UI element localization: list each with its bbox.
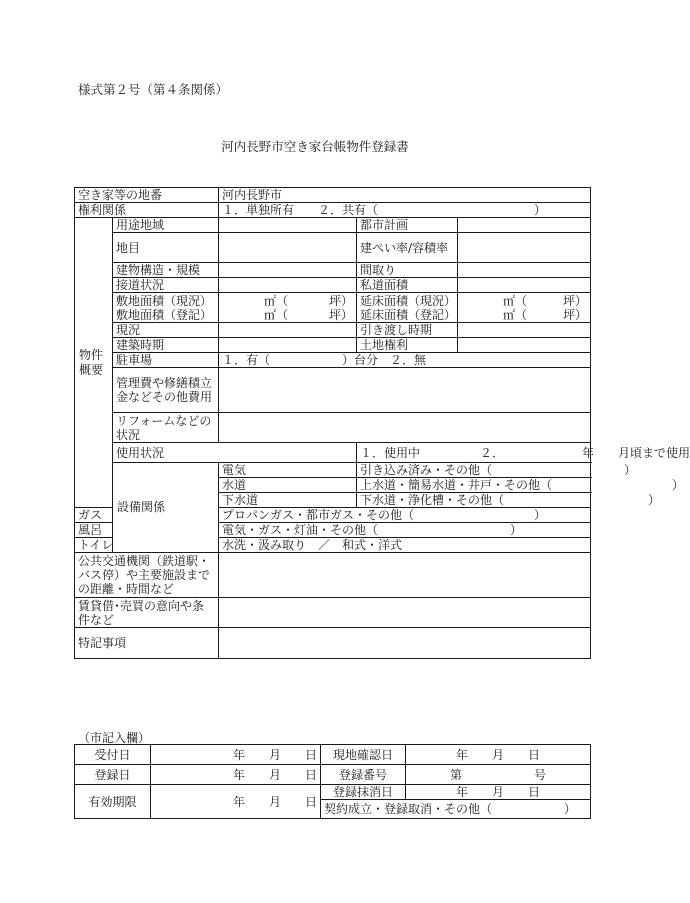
tsubo-unit: 坪） bbox=[563, 293, 588, 308]
area-unit: ㎡（ bbox=[264, 307, 289, 322]
rent-sale-value[interactable] bbox=[219, 598, 591, 628]
land-category-value[interactable] bbox=[219, 233, 357, 263]
notes-label: 特記事項 bbox=[75, 628, 219, 659]
rights-value[interactable]: １．単独所有 ２．共有（ ） bbox=[219, 203, 591, 218]
area-unit: ㎡（ bbox=[264, 293, 289, 308]
private-road-label: 私道面積 bbox=[357, 278, 458, 293]
site-area-values[interactable] bbox=[219, 293, 357, 323]
electric-value[interactable]: 引き込み済み・その他（ ） bbox=[357, 463, 591, 478]
reg-number-label: 登録番号 bbox=[321, 765, 406, 785]
deregistered-label: 登録抹消日 bbox=[321, 785, 406, 800]
site-check-label: 現地確認日 bbox=[321, 745, 406, 765]
land-rights-label: 土地権利 bbox=[357, 338, 458, 353]
toilet-label: トイレ bbox=[75, 538, 113, 553]
validity-date[interactable]: 年 月 日 bbox=[151, 785, 321, 819]
structure-value[interactable] bbox=[219, 263, 357, 278]
build-date-value[interactable] bbox=[219, 338, 357, 353]
floor-area-registered-label: 延床面積（登記） bbox=[360, 307, 457, 322]
tsubo-unit: 坪） bbox=[329, 293, 354, 308]
electric-label: 電気 bbox=[219, 463, 357, 478]
registered-date[interactable]: 年 月 日 bbox=[151, 765, 321, 785]
lot-label: 空き家等の地番 bbox=[75, 188, 219, 203]
notes-value[interactable] bbox=[219, 628, 591, 659]
parking-label: 駐車場 bbox=[113, 353, 219, 368]
sewer-value[interactable]: 下水道・浄化槽・その他（ ） bbox=[357, 493, 591, 508]
transport-label: 公共交通機関（鉄道駅・バス停）や主要施設までの距離・時間など bbox=[75, 553, 219, 598]
gas-value[interactable]: プロパンガス・都市ガス・その他（ ） bbox=[219, 508, 591, 523]
validity-label: 有効期限 bbox=[75, 785, 151, 819]
parking-value[interactable]: １．有（ ）台分 ２．無 bbox=[219, 353, 591, 368]
current-status-value[interactable] bbox=[219, 323, 357, 338]
area-unit: ㎡（ bbox=[503, 293, 528, 308]
transport-value[interactable] bbox=[219, 553, 591, 598]
road-access-label: 接道状況 bbox=[113, 278, 219, 293]
office-use-table bbox=[74, 744, 591, 819]
handover-time-label: 引き渡し時期 bbox=[357, 323, 458, 338]
private-road-value[interactable] bbox=[458, 278, 591, 293]
deregistered-date[interactable]: 年 月 日 bbox=[406, 785, 591, 800]
build-date-label: 建築時期 bbox=[113, 338, 219, 353]
site-area-labels bbox=[113, 293, 219, 323]
usage-value[interactable]: １．使用中 ２． 年 月頃まで使用 bbox=[357, 443, 591, 463]
water-label: 水道 bbox=[219, 478, 357, 493]
site-check-date[interactable]: 年 月 日 bbox=[406, 745, 591, 765]
city-plan-value[interactable] bbox=[458, 218, 591, 233]
gas-label: ガス bbox=[75, 508, 113, 523]
form-number: 様式第２号（第４条関係） bbox=[78, 82, 229, 97]
reform-status-label: リフォームなどの状況 bbox=[113, 413, 219, 443]
land-category-label: 地目 bbox=[113, 233, 219, 263]
water-value[interactable]: 上水道・簡易水道・井戸・その他（ ） bbox=[357, 478, 591, 493]
received-label: 受付日 bbox=[75, 745, 151, 765]
usage-label: 使用状況 bbox=[113, 443, 357, 463]
use-zone-value[interactable] bbox=[219, 218, 357, 233]
land-rights-value[interactable] bbox=[458, 338, 591, 353]
property-registration-table bbox=[74, 187, 690, 659]
coverage-ratio-value[interactable] bbox=[458, 233, 591, 263]
bath-label: 風呂 bbox=[75, 523, 113, 538]
contract-status-value[interactable]: 契約成立・登録取消・その他（ ） bbox=[321, 800, 591, 819]
registered-label: 登録日 bbox=[75, 765, 151, 785]
tsubo-unit: 坪） bbox=[563, 307, 588, 322]
maintenance-cost-label: 管理費や修繕積立金などその他費用 bbox=[113, 368, 219, 413]
toilet-value[interactable]: 水洗・汲み取り ／ 和式・洋式 bbox=[219, 538, 591, 553]
structure-label: 建物構造・規模 bbox=[113, 263, 219, 278]
floor-area-actual-label: 延床面積（現況） bbox=[360, 293, 457, 308]
site-area-actual-label: 敷地面積（現況） bbox=[116, 293, 213, 308]
facility-group: 設備関係 bbox=[113, 463, 219, 553]
area-unit: ㎡（ bbox=[503, 307, 528, 322]
floor-area-values[interactable] bbox=[458, 293, 591, 323]
coverage-ratio-label: 建ぺい率/容積率 bbox=[357, 233, 458, 263]
tsubo-unit: 坪） bbox=[329, 307, 354, 322]
property-summary-group: 物件概要 bbox=[75, 218, 113, 508]
reg-number-value[interactable]: 第 号 bbox=[406, 765, 591, 785]
current-status-label: 現況 bbox=[113, 323, 219, 338]
maintenance-cost-value[interactable] bbox=[219, 368, 591, 413]
handover-time-value[interactable] bbox=[458, 323, 591, 338]
office-use-label: （市記入欄） bbox=[78, 731, 151, 745]
floor-plan-label: 間取り bbox=[357, 263, 458, 278]
rent-sale-label: 賃貸借･売買の意向や条件など bbox=[75, 598, 219, 628]
rights-label: 権利関係 bbox=[75, 203, 219, 218]
city-plan-label: 都市計画 bbox=[357, 218, 458, 233]
document-title: 河内長野市空き家台帳物件登録書 bbox=[221, 139, 409, 154]
received-date[interactable]: 年 月 日 bbox=[151, 745, 321, 765]
floor-plan-value[interactable] bbox=[458, 263, 591, 278]
reform-status-value[interactable] bbox=[219, 413, 591, 443]
lot-value[interactable]: 河内長野市 bbox=[219, 188, 591, 203]
road-access-value[interactable] bbox=[219, 278, 357, 293]
sewer-label: 下水道 bbox=[219, 493, 357, 508]
site-area-registered-label: 敷地面積（登記） bbox=[116, 307, 213, 322]
use-zone-label: 用途地域 bbox=[113, 218, 219, 233]
bath-value[interactable]: 電気・ガス・灯油・その他（ ） bbox=[219, 523, 591, 538]
floor-area-labels bbox=[357, 293, 458, 323]
